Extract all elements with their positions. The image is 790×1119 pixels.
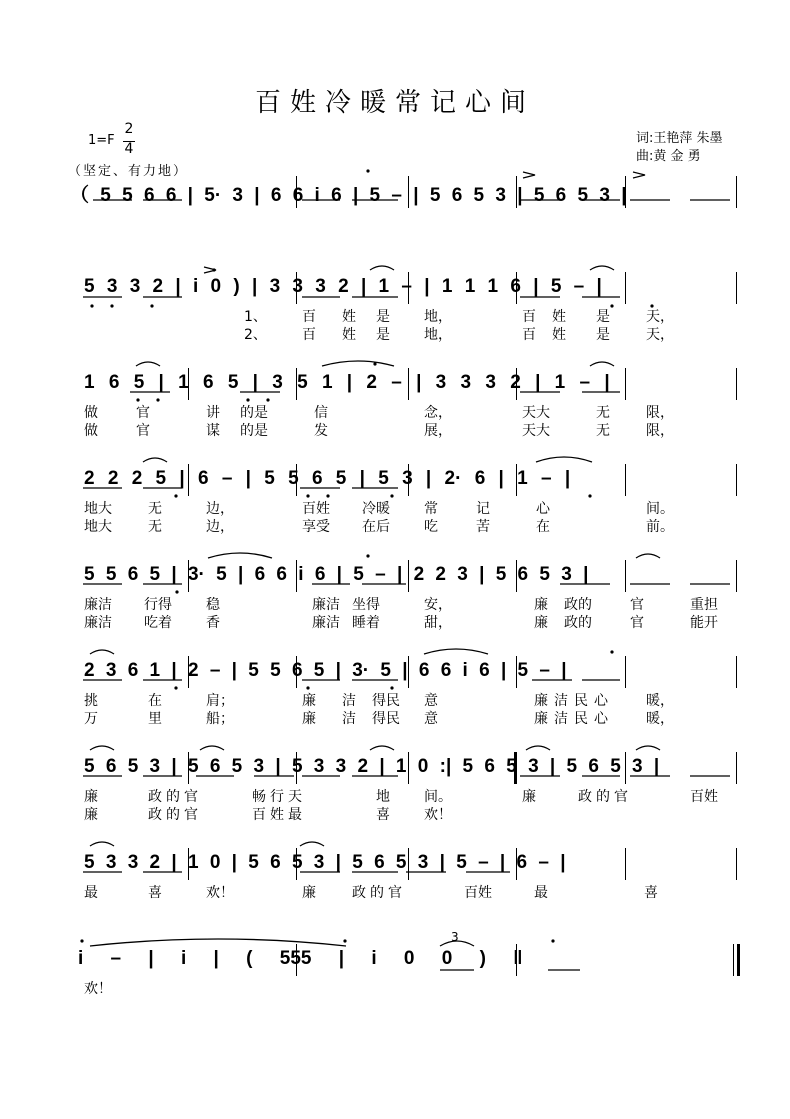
- lyric-syllable: 冷暖: [362, 501, 390, 517]
- lyric-syllable: 洁: [342, 711, 356, 727]
- bar-line: [736, 656, 737, 688]
- bar-line: [625, 656, 626, 688]
- lyric-syllable: 天大: [522, 423, 550, 439]
- lyric-syllable: 姓: [342, 327, 356, 343]
- bar-line: [625, 464, 626, 496]
- lyric-syllable: 无: [596, 423, 610, 439]
- lyric-syllable: 廉: [84, 789, 98, 805]
- lyric-syllable: 天大: [522, 405, 550, 421]
- lyric-syllable: 政的: [564, 597, 592, 613]
- lyric-syllable: 最: [534, 885, 548, 901]
- lyric-syllable: 万: [84, 711, 98, 727]
- lyric-syllable: 享受: [302, 519, 330, 535]
- bar-line: [625, 368, 626, 400]
- lyric-syllable: 间。: [646, 501, 674, 517]
- lyric-syllable: 是: [376, 309, 390, 325]
- lyric-syllable: 欢！: [206, 885, 234, 901]
- lyric-syllable: 洁: [342, 693, 356, 709]
- lyric-syllable: 的是: [240, 405, 268, 421]
- lyric-syllable: 心: [536, 501, 550, 517]
- lyric-syllable: 意: [424, 711, 438, 727]
- lyric-syllable: 百姓: [302, 501, 330, 517]
- lyric-syllable: 是: [376, 327, 390, 343]
- key-signature: 1=F: [88, 133, 115, 148]
- lyric-syllable: 天，: [646, 327, 674, 343]
- lyric-syllable: 重担: [690, 597, 718, 613]
- lyric-syllable: 地，: [424, 327, 452, 343]
- lyric-syllable: 喜: [644, 885, 658, 901]
- lyric-syllable: 姓: [552, 309, 566, 325]
- bar-line: [736, 176, 737, 208]
- lyric-syllable: 暖，: [646, 711, 674, 727]
- lyric-syllable: 地: [376, 789, 390, 805]
- bar-line: [625, 560, 626, 592]
- tempo-mark: （坚定、有力地）: [68, 164, 189, 179]
- lyric-syllable: 政的官: [148, 789, 202, 805]
- lyric-syllable: 边，: [206, 519, 234, 535]
- lyric-syllable: 吃: [424, 519, 438, 535]
- lyric-syllable: 得民: [372, 711, 400, 727]
- lyric-syllable: 发: [314, 423, 328, 439]
- lyric-syllable: 喜: [148, 885, 162, 901]
- lyric-syllable: 官: [136, 405, 150, 421]
- lyric-syllable: 信: [314, 405, 328, 421]
- lyric-syllable: 廉洁民心: [534, 711, 614, 727]
- lyric-syllable: 廉洁: [84, 615, 112, 631]
- lyric-syllable: 1、: [244, 309, 267, 325]
- lyric-syllable: 行得: [144, 597, 172, 613]
- lyric-syllable: 廉: [534, 615, 548, 631]
- page-title: 百姓冷暖常记心间: [254, 88, 535, 118]
- lyricist-credit: 词:王艳萍 朱墨: [636, 131, 723, 146]
- lyric-syllable: 政的官: [148, 807, 202, 823]
- lyric-syllable: 百: [302, 327, 316, 343]
- lyric-syllable: 在后: [362, 519, 390, 535]
- lyric-syllable: 在: [148, 693, 162, 709]
- lyric-syllable: 畅行天: [252, 789, 306, 805]
- lyric-syllable: 官: [136, 423, 150, 439]
- lyric-syllable: 记: [476, 501, 490, 517]
- lyric-syllable: 做: [84, 423, 98, 439]
- system-4-notes: 2 2 2 5 | 6 – | 5 5 6 5 | 5 3 | 2· 6 | 1 – |: [84, 468, 571, 489]
- lyric-syllable: 得民: [372, 693, 400, 709]
- lyric-syllable: 廉: [302, 693, 316, 709]
- lyric-syllable: 百: [522, 309, 536, 325]
- lyric-syllable: 边，: [206, 501, 234, 517]
- bar-line: [736, 368, 737, 400]
- lyric-syllable: 限，: [646, 405, 674, 421]
- lyric-syllable: 政的: [564, 615, 592, 631]
- lyric-syllable: 无: [148, 501, 162, 517]
- lyric-syllable: 里: [148, 711, 162, 727]
- lyric-syllable: 地大: [84, 519, 112, 535]
- lyric-syllable: 廉: [522, 789, 536, 805]
- lyric-syllable: 天，: [646, 309, 674, 325]
- lyric-syllable: 坐得: [352, 597, 380, 613]
- lyric-syllable: 是: [596, 327, 610, 343]
- lyric-syllable: 无: [596, 405, 610, 421]
- lyric-syllable: 官: [630, 615, 644, 631]
- lyric-syllable: 百姓: [690, 789, 718, 805]
- lyric-syllable: 姓: [552, 327, 566, 343]
- lyric-syllable: 在: [536, 519, 550, 535]
- system-3-notes: 1 6 5 | 1 6 5 | 3 5 1 | 2 – | 3 3 3 2 | 1 – |: [84, 372, 610, 393]
- bar-line: [736, 560, 737, 592]
- lyric-syllable: 2、: [244, 327, 267, 343]
- lyric-syllable: 吃着: [144, 615, 172, 631]
- lyric-syllable: 百: [302, 309, 316, 325]
- lyric-syllable: 廉: [302, 711, 316, 727]
- time-signature-top: 2: [124, 121, 134, 137]
- lyric-syllable: 廉洁: [312, 597, 340, 613]
- lyric-syllable: 廉: [534, 597, 548, 613]
- lyric-syllable: 船；: [206, 711, 234, 727]
- lyric-syllable: 稳: [206, 597, 220, 613]
- lyric-syllable: 甜，: [424, 615, 452, 631]
- system-1-notes: （ 5 5 6 6 | 5· 3 | 6 6 i 6 | 5 – | 5 6 5 3 | 5 6 5 3 |: [70, 185, 627, 206]
- lyric-syllable: 展，: [424, 423, 452, 439]
- bar-line: [737, 944, 740, 976]
- system-7-notes: 5 6 5 3 | 5 6 5 3 | 5 3 3 2 | 1 0 :| 5 6 5 3 | 5 6 5 3 |: [84, 756, 660, 777]
- lyric-syllable: 是: [596, 309, 610, 325]
- lyric-syllable: 政的官: [578, 789, 632, 805]
- lyric-syllable: 念，: [424, 405, 452, 421]
- lyric-syllable: 廉: [302, 885, 316, 901]
- time-signature-bottom: 4: [124, 141, 134, 157]
- lyric-syllable: 百姓: [464, 885, 492, 901]
- lyric-syllable: 讲: [206, 405, 220, 421]
- bar-line: [736, 848, 737, 880]
- lyric-syllable: 谋: [206, 423, 220, 439]
- system-8-notes: 5 3 3 2 | 1 0 | 5 6 5 3 | 5 6 5 3 | 5 – | 6 – |: [84, 852, 566, 873]
- lyric-syllable: 间。: [424, 789, 452, 805]
- lyric-syllable: 地，: [424, 309, 452, 325]
- lyric-syllable: 限，: [646, 423, 674, 439]
- system-9-notes: i – | i | ( 555 | i 0 0 ) ‖: [78, 948, 523, 969]
- lyric-syllable: 姓: [342, 309, 356, 325]
- lyric-syllable: 做: [84, 405, 98, 421]
- system-5-notes: 5 5 6 5 | 3· 5 | 6 6 i 6 | 5 – | 2 2 3 | 5 6 5 3 |: [84, 564, 589, 585]
- lyric-syllable: 官: [630, 597, 644, 613]
- system-6-notes: 2 3 6 1 | 2 – | 5 5 6 5 | 3· 5 | 6 6 i 6 | 5 – |: [84, 660, 567, 681]
- lyric-syllable: 苦: [476, 519, 490, 535]
- lyric-syllable: 挑: [84, 693, 98, 709]
- lyric-syllable: 无: [148, 519, 162, 535]
- lyric-syllable: 廉洁民心: [534, 693, 614, 709]
- lyric-syllable: 睡着: [352, 615, 380, 631]
- lyric-syllable: 廉洁: [84, 597, 112, 613]
- lyric-syllable: 意: [424, 693, 438, 709]
- lyric-syllable: 肩；: [206, 693, 234, 709]
- bar-line: [625, 848, 626, 880]
- lyric-syllable: 香: [206, 615, 220, 631]
- lyric-syllable: 廉洁: [312, 615, 340, 631]
- lyric-syllable: 廉: [84, 807, 98, 823]
- lyric-syllable: 前。: [646, 519, 674, 535]
- bar-line: [733, 944, 734, 976]
- bar-line: [736, 272, 737, 304]
- triplet-mark: 3: [451, 930, 459, 944]
- bar-line: [736, 464, 737, 496]
- system-2-notes: 5 3 3 2 | i 0 ) | 3 3 3 2 | 1 – | 1 1 1 6 | 5 – |: [84, 276, 602, 297]
- composer-credit: 曲:黄 金 勇: [636, 149, 701, 164]
- lyric-syllable: 政的官: [352, 885, 406, 901]
- lyric-syllable: 能开: [690, 615, 718, 631]
- lyric-syllable: 百姓最: [252, 807, 306, 823]
- lyric-syllable: 暖，: [646, 693, 674, 709]
- bar-line: [736, 752, 737, 784]
- lyric-syllable: 安，: [424, 597, 452, 613]
- lyric-syllable: 欢！: [84, 981, 112, 997]
- lyric-syllable: 欢！: [424, 807, 452, 823]
- lyric-syllable: 百: [522, 327, 536, 343]
- lyric-syllable: 最: [84, 885, 98, 901]
- lyric-syllable: 喜: [376, 807, 390, 823]
- lyric-syllable: 地大: [84, 501, 112, 517]
- bar-line: [625, 272, 626, 304]
- lyric-syllable: 常: [424, 501, 438, 517]
- lyric-syllable: 的是: [240, 423, 268, 439]
